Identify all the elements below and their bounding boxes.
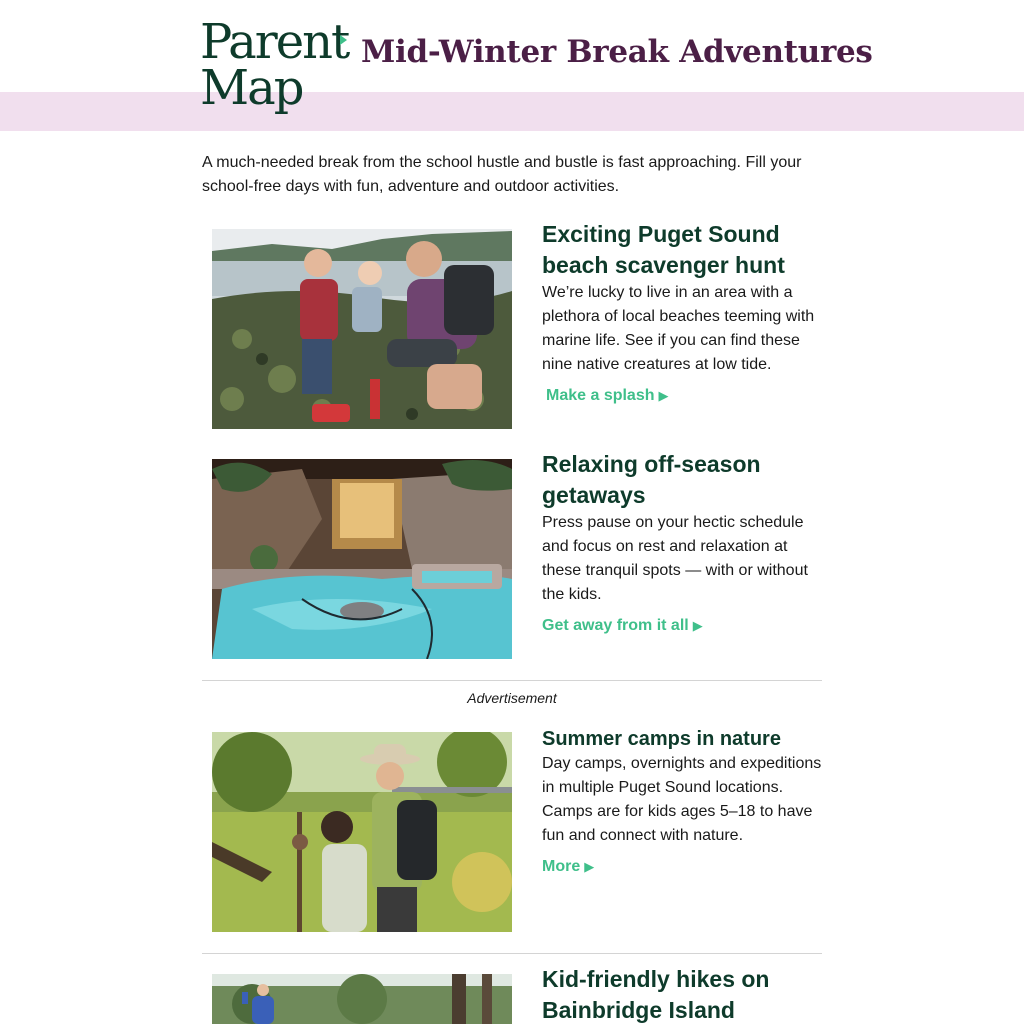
article-body: Press pause on your hectic schedule and focus on rest and relaxation at these tranquil spots — with or without the kids. xyxy=(542,514,808,603)
article-body: Day camps, overnights and expeditions in multiple Puget Sound locations. Camps are for kids ages 5–18 to have fun and connect with nature. xyxy=(542,755,822,844)
cta-label: Get away from it all xyxy=(542,617,689,634)
play-triangle-icon: ▶ xyxy=(692,618,703,633)
get-away-link[interactable] xyxy=(542,617,703,635)
section-divider xyxy=(202,953,822,954)
forest-hike-photo[interactable] xyxy=(212,974,512,1024)
play-triangle-icon: ▶ xyxy=(584,859,595,874)
make-a-splash-link[interactable] xyxy=(546,387,669,405)
article-text xyxy=(542,221,824,405)
more-link[interactable] xyxy=(542,858,594,876)
cta-label: Make a splash xyxy=(546,387,655,404)
grotto-hot-springs-pool-photo[interactable] xyxy=(212,459,512,659)
article-title[interactable]: Exciting Puget Sound beach scavenger hunt xyxy=(542,221,785,278)
section-divider xyxy=(202,680,822,681)
play-triangle-icon: ▶ xyxy=(658,388,669,403)
logo-line-1: Parent xyxy=(200,14,349,70)
article-title[interactable]: Kid-friendly hikes on Bainbridge Island xyxy=(542,966,770,1023)
article-title[interactable]: Summer camps in nature xyxy=(542,728,781,750)
article-text xyxy=(542,728,824,876)
article-title[interactable]: Relaxing off-season getaways xyxy=(542,451,761,508)
article-text xyxy=(542,966,824,1024)
nature-camp-hiking-photo[interactable] xyxy=(212,732,512,932)
logo-line-2: Map xyxy=(200,60,303,116)
article-text xyxy=(542,451,824,635)
newsletter-header xyxy=(200,14,873,123)
article-body: We’re lucky to live in an area with a plethora of local beaches teeming with marine life. See if you can find these nine native creatures at low tide. xyxy=(542,284,815,373)
logo-triangle-icon xyxy=(340,35,347,45)
cta-label: More xyxy=(542,858,581,875)
parentmap-logo[interactable] xyxy=(200,14,350,120)
advertisement-label: Advertisement xyxy=(467,690,557,706)
newsletter-title: Mid-Winter Break Adventures xyxy=(361,34,873,70)
family-beach-tidepool-photo[interactable] xyxy=(212,229,512,429)
intro-paragraph: A much-needed break from the school hustle and bustle is fast approaching. Fill your school-free days with fun, adventure and outdoor activities. xyxy=(202,154,802,195)
